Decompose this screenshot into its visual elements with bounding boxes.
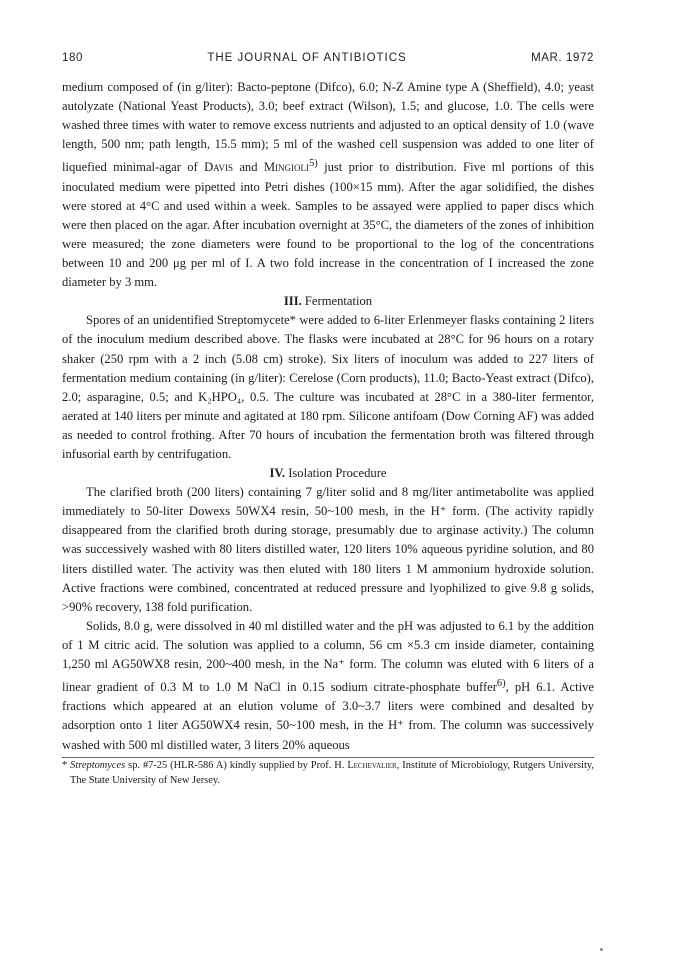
section-heading: III. Fermentation bbox=[283, 294, 373, 309]
paragraph: medium composed of (in g/liter): Bacto-peptone (Difco), 6.0; N-Z Amine type A (Sheffield), 4.0; yeast autolyzate (National Yeast Products), 3.0; beef extract (Wilson), 1.5; and glucose, 1.0. The cells were washed three times with water to remove excess nutrients and adjusted to an optical density of 1.0 (wave length, 500 nm; path length, 15.5 mm); 5 ml of the washed cell suspension was added to one liter of liquefied minimal-agar of Davis and Mingioli$^{5)}$ just prior to distribution. Five ml portions of this inoculated medium were pipetted into Petri dishes (100×15 mm). After the agar solidified, the dishes were stored at 4°C and used within a week. Samples to be assayed were applied to paper discs which were then placed on the agar. After incubation overnight at 35°C, the diameters of the zones of inhibition were measured; the zone diameters were found to be proportional to the log of the concentrations between 10 and 200 μg per ml of I. A two fold increase in the concentration of I increased the zone diameter by 3 mm. bbox=[62, 80, 594, 290]
running-header bbox=[62, 52, 594, 64]
page bbox=[62, 52, 594, 788]
author-name: Davis bbox=[204, 160, 233, 175]
article-body bbox=[62, 78, 594, 788]
reference-marker: 5) bbox=[309, 158, 318, 170]
author-name: Mingioli bbox=[263, 160, 310, 175]
scan-speck bbox=[600, 948, 603, 951]
paragraph: The clarified broth (200 liters) containing 7 g/liter solid and 8 mg/liter antimetabolite was applied immediately to 50-liter Dowexs 50WX4 resin, 50~100 mesh, in the H⁺ form. (The activity rapidly disappeared from the clarified broth during storage, presumably due to arginase activity.) The column was successively washed with 80 liters distilled water, 120 liters 10% aqueous pyridine solution, and 80 liters distilled water. The activity was then eluted with 180 liters 1 M ammonium hydroxide solution. Active fractions were combined, concentrated at reduced pressure and lyophilized to give 9.8 g solids, >90% recovery, 138 fold purification. bbox=[62, 485, 594, 614]
reference-marker: 6) bbox=[496, 678, 506, 690]
paragraph: Solids, 8.0 g, were dissolved in 40 ml distilled water and the pH was adjusted to 6.1 by the addition of 1 M citric acid. The solution was applied to a column, 56 cm ×5.3 cm inside diameter, containing 1,250 ml AG50WX8 resin, 200~400 mesh, in the Na⁺ form. The column was eluted with 6 liters of a linear gradient of 0.3 M to 1.0 M NaCl in 0.15 sodium citrate-phosphate buffer$^{6)}$, pH 6.1. Active fractions which appeared at an elution volume of 3.0~3.7 liters were combined and desalted by adsorption onto 1 liter AG50WX4 resin, 50~100 mesh, in the H⁺ from. The column was successively washed with 500 ml distilled water, 3 liters 20% aqueous bbox=[62, 618, 594, 752]
page-number: 180 bbox=[62, 52, 83, 64]
section-heading: IV. Isolation Procedure bbox=[269, 466, 387, 481]
issue-date: MAR. 1972 bbox=[531, 52, 594, 64]
footnote: * Streptomyces sp. #7-25 (HLR-586 A) kindly supplied by Prof. H. Lechevalier, Institute of Microbiology, Rutgers University, The State University of New Jersey. bbox=[62, 759, 594, 786]
journal-title: THE JOURNAL OF ANTIBIOTICS bbox=[207, 52, 407, 64]
paragraph: Spores of an unidentified Streptomycete* were added to 6-liter Erlenmeyer flasks containing 2 liters of the inoculum medium described above. The flasks were incubated at 28°C for 96 hours on a rotary shaker (250 rpm with a 2 inch (5.08 cm) stroke). Six liters of inoculum was added to 227 liters of fermentation medium containing (in g/liter): Cerelose (Corn products), 11.0; Bacto-Yeast extract (Difco), 2.0; asparagine, 0.5; and K₂HPO₄, 0.5. The culture was incubated at 28°C in a 380-liter fermentor, aerated at 140 liters per minute and agitated at 180 rpm. Silicone antifoam (Dow Corning AF) was added as needed to control frothing. After 70 hours of incubation the fermentation broth was filtered through infusorial earth by centrifugation. bbox=[62, 313, 594, 461]
